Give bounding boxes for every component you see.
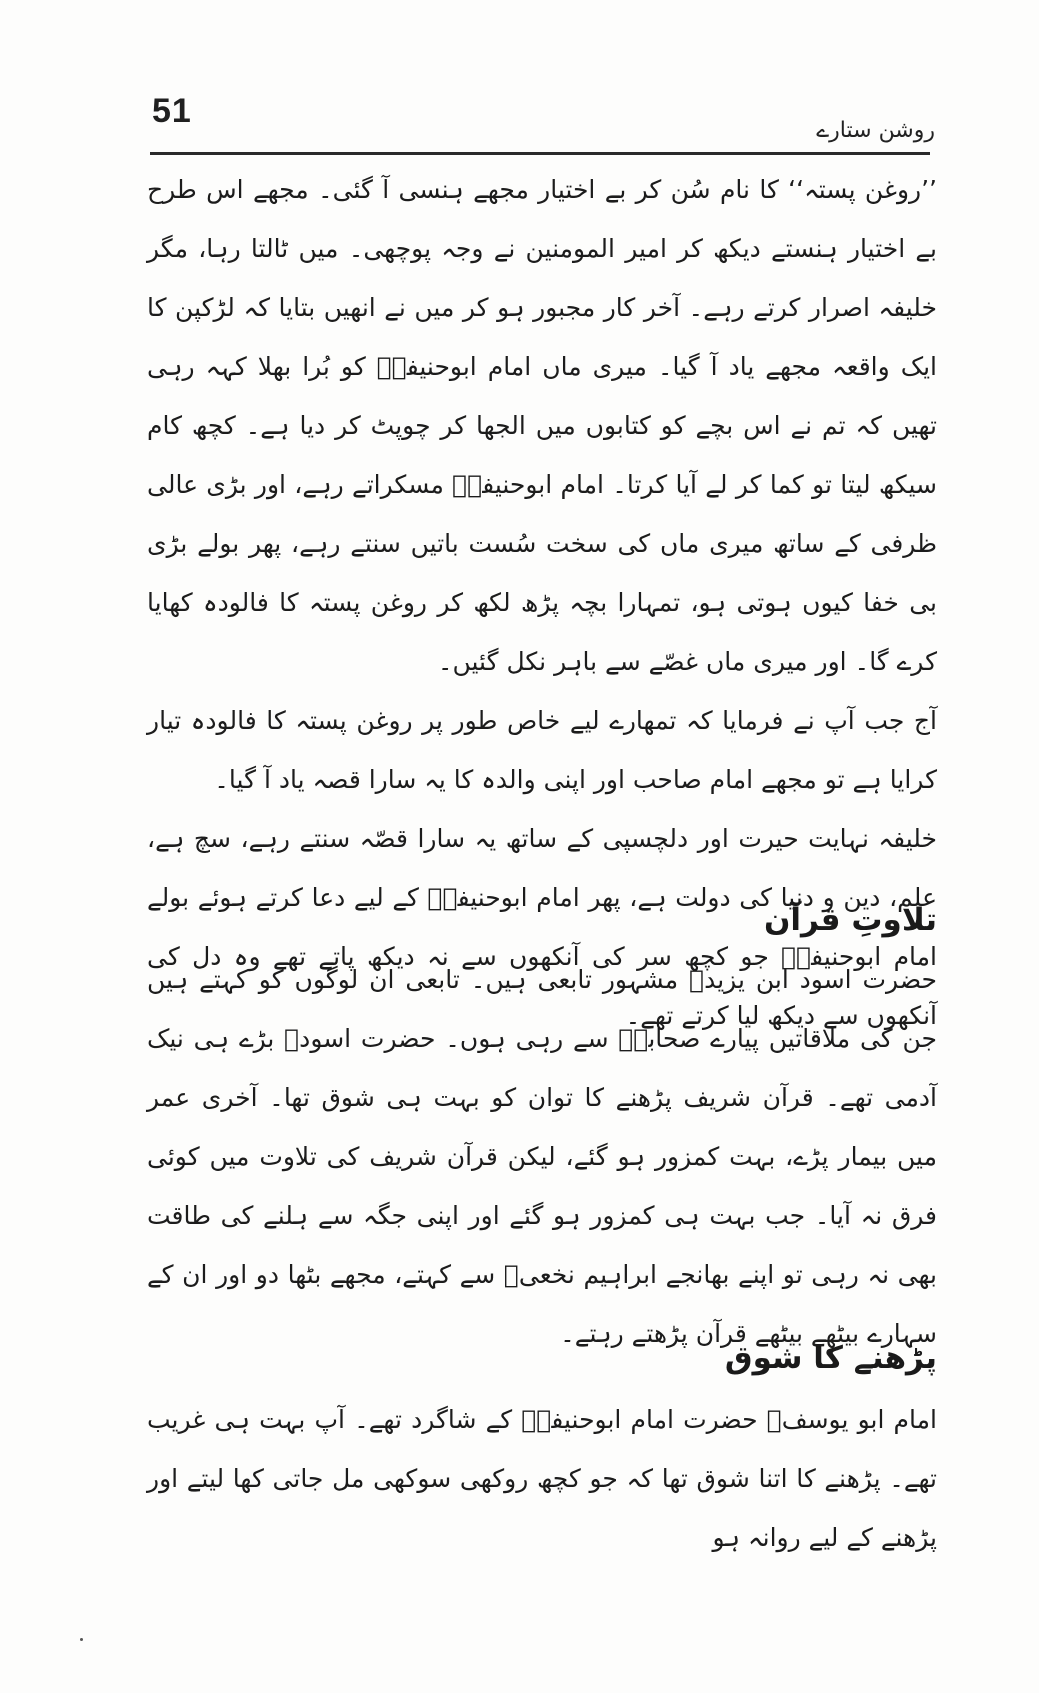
paragraph: خلیفہ نہایت حیرت اور دلچسپی کے ساتھ یہ سارا قصّہ سنتے رہے، سچ ہے، علم، دین و دنیا کی دولت ہے، پھر امام ابوحنیفہؒ کے لیے دعا کرتے ہوئے بولے امام ابوحنیفہؒ جو کچھ سر کی آنکھوں سے نہ دیکھ پاتے تھے وہ دل کی آنکھوں سے دیکھ لیا کرتے تھے۔: [147, 824, 937, 1030]
running-title: روشن ستارے: [816, 118, 935, 143]
paragraph: ’’روغن پستہ‘‘ کا نام سُن کر بے اختیار مجھے ہنسی آ گئی۔ مجھے اس طرح بے اختیار ہنستے دیکھ کر امیر المومنین نے وجہ پوچھی۔ میں ٹالتا رہا، مگر خلیفہ اصرار کرتے رہے۔ آخر کار مجبور ہو کر میں نے انھیں بتایا کہ لڑکپن کا ایک واقعہ مجھے یاد آ گیا۔ میری ماں امام ابوحنیفہؒ کو بُرا بھلا کہہ رہی تھیں کہ تم نے اس بچے کو کتابوں میں الجھا کر چوپٹ کر دیا ہے۔ کچھ کام سیکھ لیتا تو کما کر لے آیا کرتا۔ امام ابوحنیفہؒ مسکراتے رہے، اور بڑی عالی ظرفی کے ساتھ میری ماں کی سخت سُست باتیں سنتے رہے، پھر بولے بڑی بی خفا کیوں ہوتی ہو، تمہارا بچہ پڑھ لکھ کر روغن پستہ کا فالودہ کھایا کرے گا۔ اور میری ماں غصّے سے باہر نکل گئیں۔: [147, 175, 937, 676]
section-heading-parhne-ka-shauq: پڑھنے کا شوق: [724, 1340, 937, 1376]
header-rule: [150, 152, 930, 155]
scan-speck: [80, 1638, 83, 1641]
paragraph: امام ابو یوسفؒ حضرت امام ابوحنیفہؒ کے شاگرد تھے۔ آپ بہت ہی غریب تھے۔ پڑھنے کا اتنا شوق تھا کہ جو کچھ روکھی سوکھی مل جاتی کھا لیتے اور پڑھنے کے لیے روانہ ہو: [147, 1405, 937, 1552]
shauq-section: [147, 1390, 937, 1567]
paragraph: آج جب آپ نے فرمایا کہ تمھارے لیے خاص طور پر روغن پستہ کا فالودہ تیار کرایا ہے تو مجھے امام صاحب اور اپنی والدہ کا یہ سارا قصہ یاد آ گیا۔: [147, 706, 937, 794]
section-heading-tilawat-quran: تلاوتِ قرآن: [763, 902, 937, 938]
page-number: 51: [152, 92, 192, 130]
paragraph: حضرت اسود ابن یزیدؒ مشہور تابعی ہیں۔ تابعی ان لوگوں کو کہتے ہیں جن کی ملاقاتیں پیارے صحابہؓ سے رہی ہوں۔ حضرت اسودؒ بڑے ہی نیک آدمی تھے۔ قرآن شریف پڑھنے کا توان کو بہت ہی شوق تھا۔ آخری عمر میں بیمار پڑے، بہت کمزور ہو گئے، لیکن قرآن شریف کی تلاوت میں کوئی فرق نہ آیا۔ جب بہت ہی کمزور ہو گئے اور اپنی جگہ سے ہلنے کی طاقت بھی نہ رہی تو اپنے بھانجے ابراہیم نخعیؒ سے کہتے، مجھے بٹھا دو اور ان کے سہارے بیٹھے بیٹھے قرآن پڑھتے رہتے۔: [147, 965, 937, 1348]
tilawat-section: [147, 950, 937, 1363]
